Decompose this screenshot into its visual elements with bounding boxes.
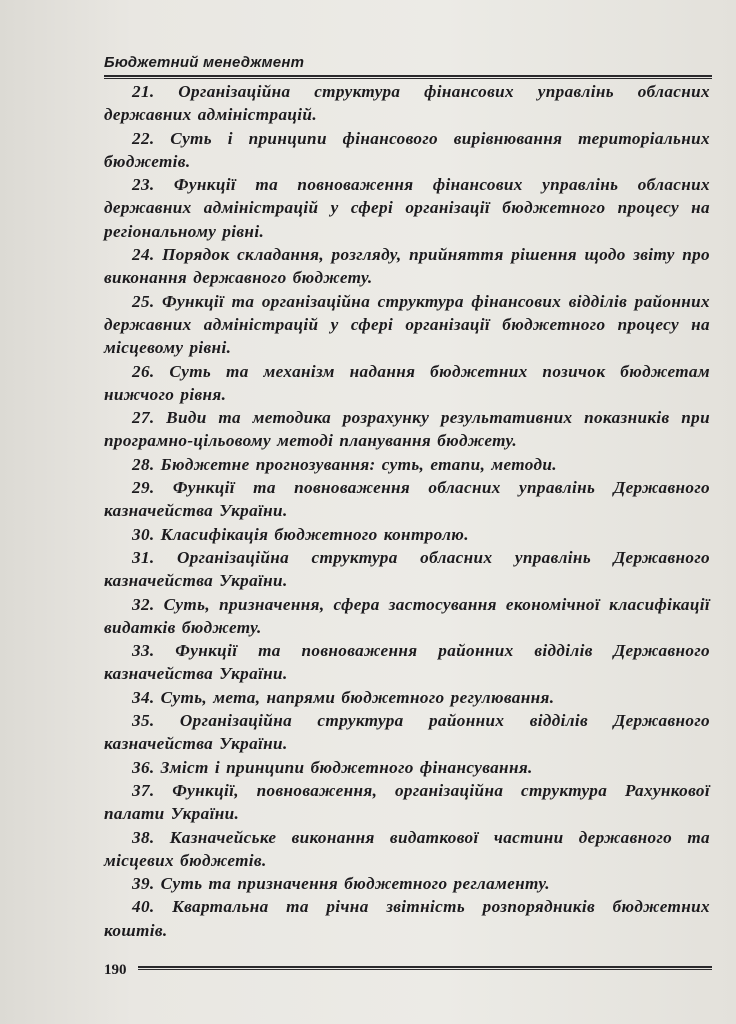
list-item: 31. Організаційна структура обласних управлінь Державного казначейства України.: [104, 547, 710, 591]
list-item: 34. Суть, мета, напрями бюджетного регулювання.: [132, 687, 555, 707]
page-number: 190: [104, 962, 127, 978]
list-item: 32. Суть, призначення, сфера застосування економічної класифікації видатків бюджету.: [104, 594, 710, 637]
footer-rule: [138, 966, 712, 970]
running-head-title: Бюджетний менеджмент: [104, 54, 305, 71]
list-item: 38. Казначейське виконання видаткової частини державного та місцевих бюджетів.: [104, 827, 710, 870]
list-item: 28. Бюджетне прогнозування: суть, етапи, методи.: [132, 454, 557, 474]
list-item: 36. Зміст і принципи бюджетного фінансування.: [132, 757, 533, 777]
list-item: 23. Функції та повноваження фінансових управлінь обласних державних адміністрацій у сфері організації бюджетного процесу на регіональному рівні.: [104, 175, 710, 241]
list-item: 26. Суть та механізм надання бюджетних позичок бюджетам нижчого рівня.: [104, 361, 710, 404]
list-item: 27. Види та методика розрахунку результативних показників при програмно-цільовому методі планування бюджету.: [104, 408, 710, 451]
list-item: 37. Функції, повноваження, організаційна структура Рахункової палати України.: [104, 780, 710, 824]
page-footer: [104, 958, 712, 982]
list-item: 33. Функції та повноваження районних відділів Державного казначейства України.: [104, 641, 710, 684]
list-item: 29. Функції та повноваження обласних управлінь Державного казначейства України.: [104, 478, 710, 521]
question-list: [104, 80, 710, 942]
list-item: 35. Організаційна структура районних відділів Державного казначейства України.: [104, 711, 710, 754]
list-item: 30. Класифікація бюджетного контролю.: [132, 524, 469, 544]
list-item: 39. Суть та призначення бюджетного регламенту.: [132, 874, 550, 894]
list-item: 22. Суть і принципи фінансового вирівнювання територіальних бюджетів.: [104, 128, 710, 171]
list-item: 21. Організаційна структура фінансових управлінь обласних державних адміністрацій.: [104, 82, 710, 125]
list-item: 24. Порядок складання, розгляду, прийняття рішення щодо звіту про виконання державного бюджету.: [104, 245, 710, 288]
header-rule: [104, 75, 712, 79]
list-item: 25. Функції та організаційна структура фінансових відділів районних державних адміністрацій у сфері організації бюджетного процесу на місцевому рівні.: [104, 291, 710, 358]
list-item: 40. Квартальна та річна звітність розпорядників бюджетних коштів.: [104, 897, 710, 940]
